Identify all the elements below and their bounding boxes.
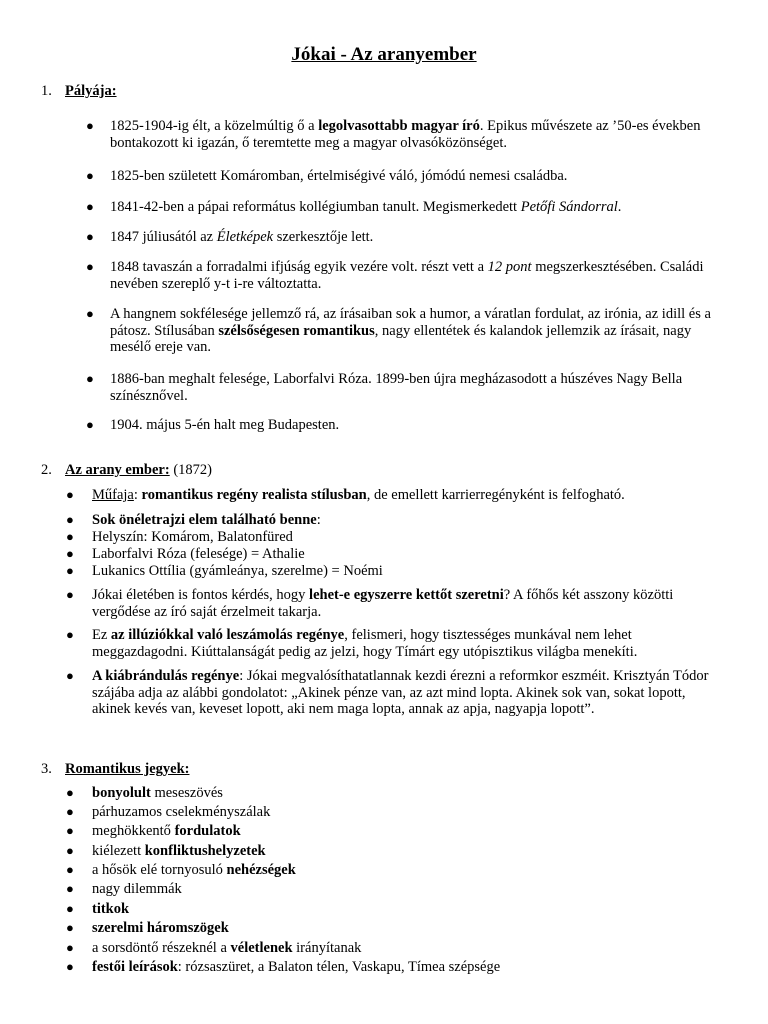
list-item xyxy=(66,823,716,840)
bullet-icon: ● xyxy=(66,529,74,544)
text-run: A kiábrándulás regénye xyxy=(92,668,240,684)
bullet-icon: ● xyxy=(66,668,74,683)
text-run: szélsőségesen romantikus xyxy=(218,322,375,339)
text-run: ? A főhős két asszony közötti vergődése az író saját érzelmeit takarja. xyxy=(92,587,674,620)
text-run: 1904. május 5-én halt meg Budapesten. xyxy=(110,417,340,433)
list-item xyxy=(66,627,716,660)
list-item-text xyxy=(92,587,716,620)
text-run: , de emellett karrierregényként is felfogható. xyxy=(366,487,625,503)
list-item-text xyxy=(92,940,716,957)
list-item xyxy=(86,259,726,292)
list-item xyxy=(66,529,716,546)
text-run: megszerkesztésében. Családi nevében szereplő y-t i-re változtatta. xyxy=(110,259,704,292)
text-run: , nagy ellentétek és kalandok jellemzik az írásait, nagy mesélő ereje van. xyxy=(110,322,692,355)
list-item xyxy=(86,306,726,356)
bullet-icon: ● xyxy=(86,259,94,274)
bullet-icon: ● xyxy=(86,118,94,133)
list-item xyxy=(66,959,716,976)
bullet-icon: ● xyxy=(66,823,74,838)
section-year: (1872) xyxy=(169,462,212,478)
list-item xyxy=(66,862,716,879)
text-run: Életképek xyxy=(216,229,274,245)
text-run: meghökkentő xyxy=(92,823,175,839)
bullet-icon: ● xyxy=(86,229,94,244)
text-run: lehet-e egyszerre kettőt szeretni xyxy=(309,587,504,603)
text-run: 1847 júliusától az xyxy=(110,229,217,245)
list-item xyxy=(66,587,716,620)
list-item-text xyxy=(92,487,716,504)
list-item-text xyxy=(92,785,716,802)
text-run: : rózsaszüret, a Balaton télen, Vaskapu, Tímea szépsége xyxy=(177,959,501,975)
list-item-text: Helyszín: Komárom, Balatonfüred xyxy=(92,529,293,545)
bullet-icon: ● xyxy=(66,587,74,602)
list-item-text xyxy=(92,843,716,860)
text-run: , felismeri, hogy tisztességes munkával nem lehet meggazdagodni. Kiúttalanságát pedig az jelzi, hogy Tímárt egy utópisztikus világba menekíti. xyxy=(92,627,638,660)
section-label: Romantikus jegyek: xyxy=(65,761,190,777)
text-run: : Jókai megvalósíthatatlannak kezdi érezni a reformkor eszméit. Krisztyán Tódor szájába adja az alábbi gondolatot: „Akinek pénze van, az azt mind lopta. Akinek sok van, sokat lopott, akinek kevés van, keveset lopott, aki nem maga lopta, annak az apja, nagyapja lopott”. xyxy=(92,668,709,717)
bullet-icon: ● xyxy=(66,862,74,877)
text-run: legolvasottabb magyar író xyxy=(318,118,480,134)
text-run: Sok önéletrajzi elem található benne xyxy=(92,512,317,528)
bullet-icon: ● xyxy=(66,920,74,935)
list-item-text xyxy=(110,229,726,246)
list-item xyxy=(66,512,716,529)
list-item xyxy=(66,940,716,957)
section-label: Pályája: xyxy=(65,83,117,99)
page-title: Jókai - Az aranyember xyxy=(291,44,477,65)
bullet-icon: ● xyxy=(66,940,74,955)
list-item-text xyxy=(110,417,726,434)
text-run: a sorsdöntő részeknél a xyxy=(92,940,231,956)
text-run: 12 pont xyxy=(487,259,532,275)
text-run: párhuzamos cselekményszálak xyxy=(92,804,271,820)
bullet-icon: ● xyxy=(66,901,74,916)
list-item-text xyxy=(92,668,716,718)
list-item-text xyxy=(92,862,716,879)
bullet-icon: ● xyxy=(66,627,74,642)
bullet-icon: ● xyxy=(86,371,94,386)
text-run: Petőfi Sándorral xyxy=(520,199,618,215)
list-item-text xyxy=(110,168,726,185)
list-item xyxy=(66,901,716,918)
text-run: nehézségek xyxy=(226,862,296,878)
list-item xyxy=(86,371,726,404)
list-item xyxy=(66,487,716,504)
section-label: Az arany ember: xyxy=(65,462,170,478)
text-run: . xyxy=(617,199,622,215)
list-item-text: Laborfalvi Róza (felesége) = Athalie xyxy=(92,546,305,562)
bullet-icon: ● xyxy=(86,306,94,321)
list-item xyxy=(66,881,716,898)
text-run: 1886-ban meghalt felesége, Laborfalvi Róza. 1899-ben újra megházasodott a húszéves Nagy Bella színésznővel. xyxy=(110,371,683,404)
bullet-icon: ● xyxy=(86,168,94,183)
text-run: titkok xyxy=(92,901,130,917)
bullet-icon: ● xyxy=(66,487,74,502)
text-run: A hangnem sokfélesége jellemző rá, az írásaiban sok a humor, a váratlan fordulat, az irónia, az idill és a pátosz. Stílusában xyxy=(110,306,711,339)
text-run: fordulatok xyxy=(174,823,241,839)
list-item-text xyxy=(92,920,716,937)
text-run: romantikus regény realista stílusban xyxy=(141,487,367,503)
list-item xyxy=(86,168,726,185)
bullet-icon: ● xyxy=(66,546,74,561)
list-item xyxy=(66,920,716,937)
text-run: festői leírások xyxy=(92,959,178,975)
list-item xyxy=(66,546,716,563)
text-run: véletlenek xyxy=(230,940,293,956)
list-item-text xyxy=(92,959,716,976)
bullet-icon: ● xyxy=(86,199,94,214)
bullet-icon: ● xyxy=(66,843,74,858)
list-item xyxy=(86,417,726,434)
list-item xyxy=(86,229,726,246)
bullet-icon: ● xyxy=(66,785,74,800)
text-run: : xyxy=(133,487,142,503)
list-item xyxy=(66,843,716,860)
section-2-heading xyxy=(41,462,212,479)
text-run: Műfaja xyxy=(92,487,134,503)
section-number: 3. xyxy=(41,761,52,777)
list-item-text xyxy=(92,823,716,840)
section-number: 1. xyxy=(41,83,52,99)
bullet-icon: ● xyxy=(66,563,74,578)
text-run: konfliktushelyzetek xyxy=(144,843,266,859)
list-item-text xyxy=(110,199,726,216)
list-item-text: Lukanics Ottília (gyámleánya, szerelme) = Noémi xyxy=(92,563,383,579)
list-item-text xyxy=(92,804,716,821)
list-item xyxy=(86,118,726,151)
list-item-text xyxy=(110,306,726,356)
section-number: 2. xyxy=(41,462,52,478)
list-item xyxy=(66,668,716,718)
text-run: 1848 tavaszán a forradalmi ifjúság egyik vezére volt. részt vett a xyxy=(110,259,488,275)
bullet-icon: ● xyxy=(66,804,74,819)
list-item xyxy=(66,563,716,580)
text-run: szerkesztője lett. xyxy=(273,229,374,245)
text-run: Ez xyxy=(92,627,111,643)
text-run: 1841-42-ben a pápai református kollégiumban tanult. Megismerkedett xyxy=(110,199,521,215)
list-item xyxy=(66,785,716,802)
text-run: nagy dilemmák xyxy=(92,881,182,897)
list-item-text xyxy=(92,627,716,660)
text-run: : xyxy=(316,512,321,528)
text-run: Jókai életében is fontos kérdés, hogy xyxy=(92,587,310,603)
text-run: kiélezett xyxy=(92,843,145,859)
text-run: . Epikus művészete az ’50-es években bontakozott ki igazán, ő teremtette meg a magyar olvasóközönséget. xyxy=(110,118,701,151)
list-item-text xyxy=(110,259,726,292)
section-1-heading xyxy=(41,83,117,100)
section-3-heading xyxy=(41,761,189,778)
text-run: a hősök elé tornyosuló xyxy=(92,862,227,878)
text-run: 1825-1904-ig élt, a közelmúltig ő a xyxy=(110,118,319,134)
text-run: az illúziókkal való leszámolás regénye xyxy=(110,627,345,643)
text-run: szerelmi háromszögek xyxy=(92,920,229,936)
list-item-text xyxy=(92,512,716,529)
list-item xyxy=(66,804,716,821)
list-item-text xyxy=(110,118,726,151)
list-item-text xyxy=(92,881,716,898)
text-run: bonyolult xyxy=(92,785,151,801)
bullet-icon: ● xyxy=(66,959,74,974)
list-item-text xyxy=(92,901,716,918)
bullet-icon: ● xyxy=(66,881,74,896)
text-run: meseszövés xyxy=(150,785,223,801)
bullet-icon: ● xyxy=(86,417,94,432)
text-run: 1825-ben született Komáromban, értelmiségivé váló, jómódú nemesi családba. xyxy=(110,168,568,184)
list-item-text xyxy=(110,371,726,404)
text-run: irányítanak xyxy=(292,940,362,956)
bullet-icon: ● xyxy=(66,512,74,527)
list-item xyxy=(86,199,726,216)
